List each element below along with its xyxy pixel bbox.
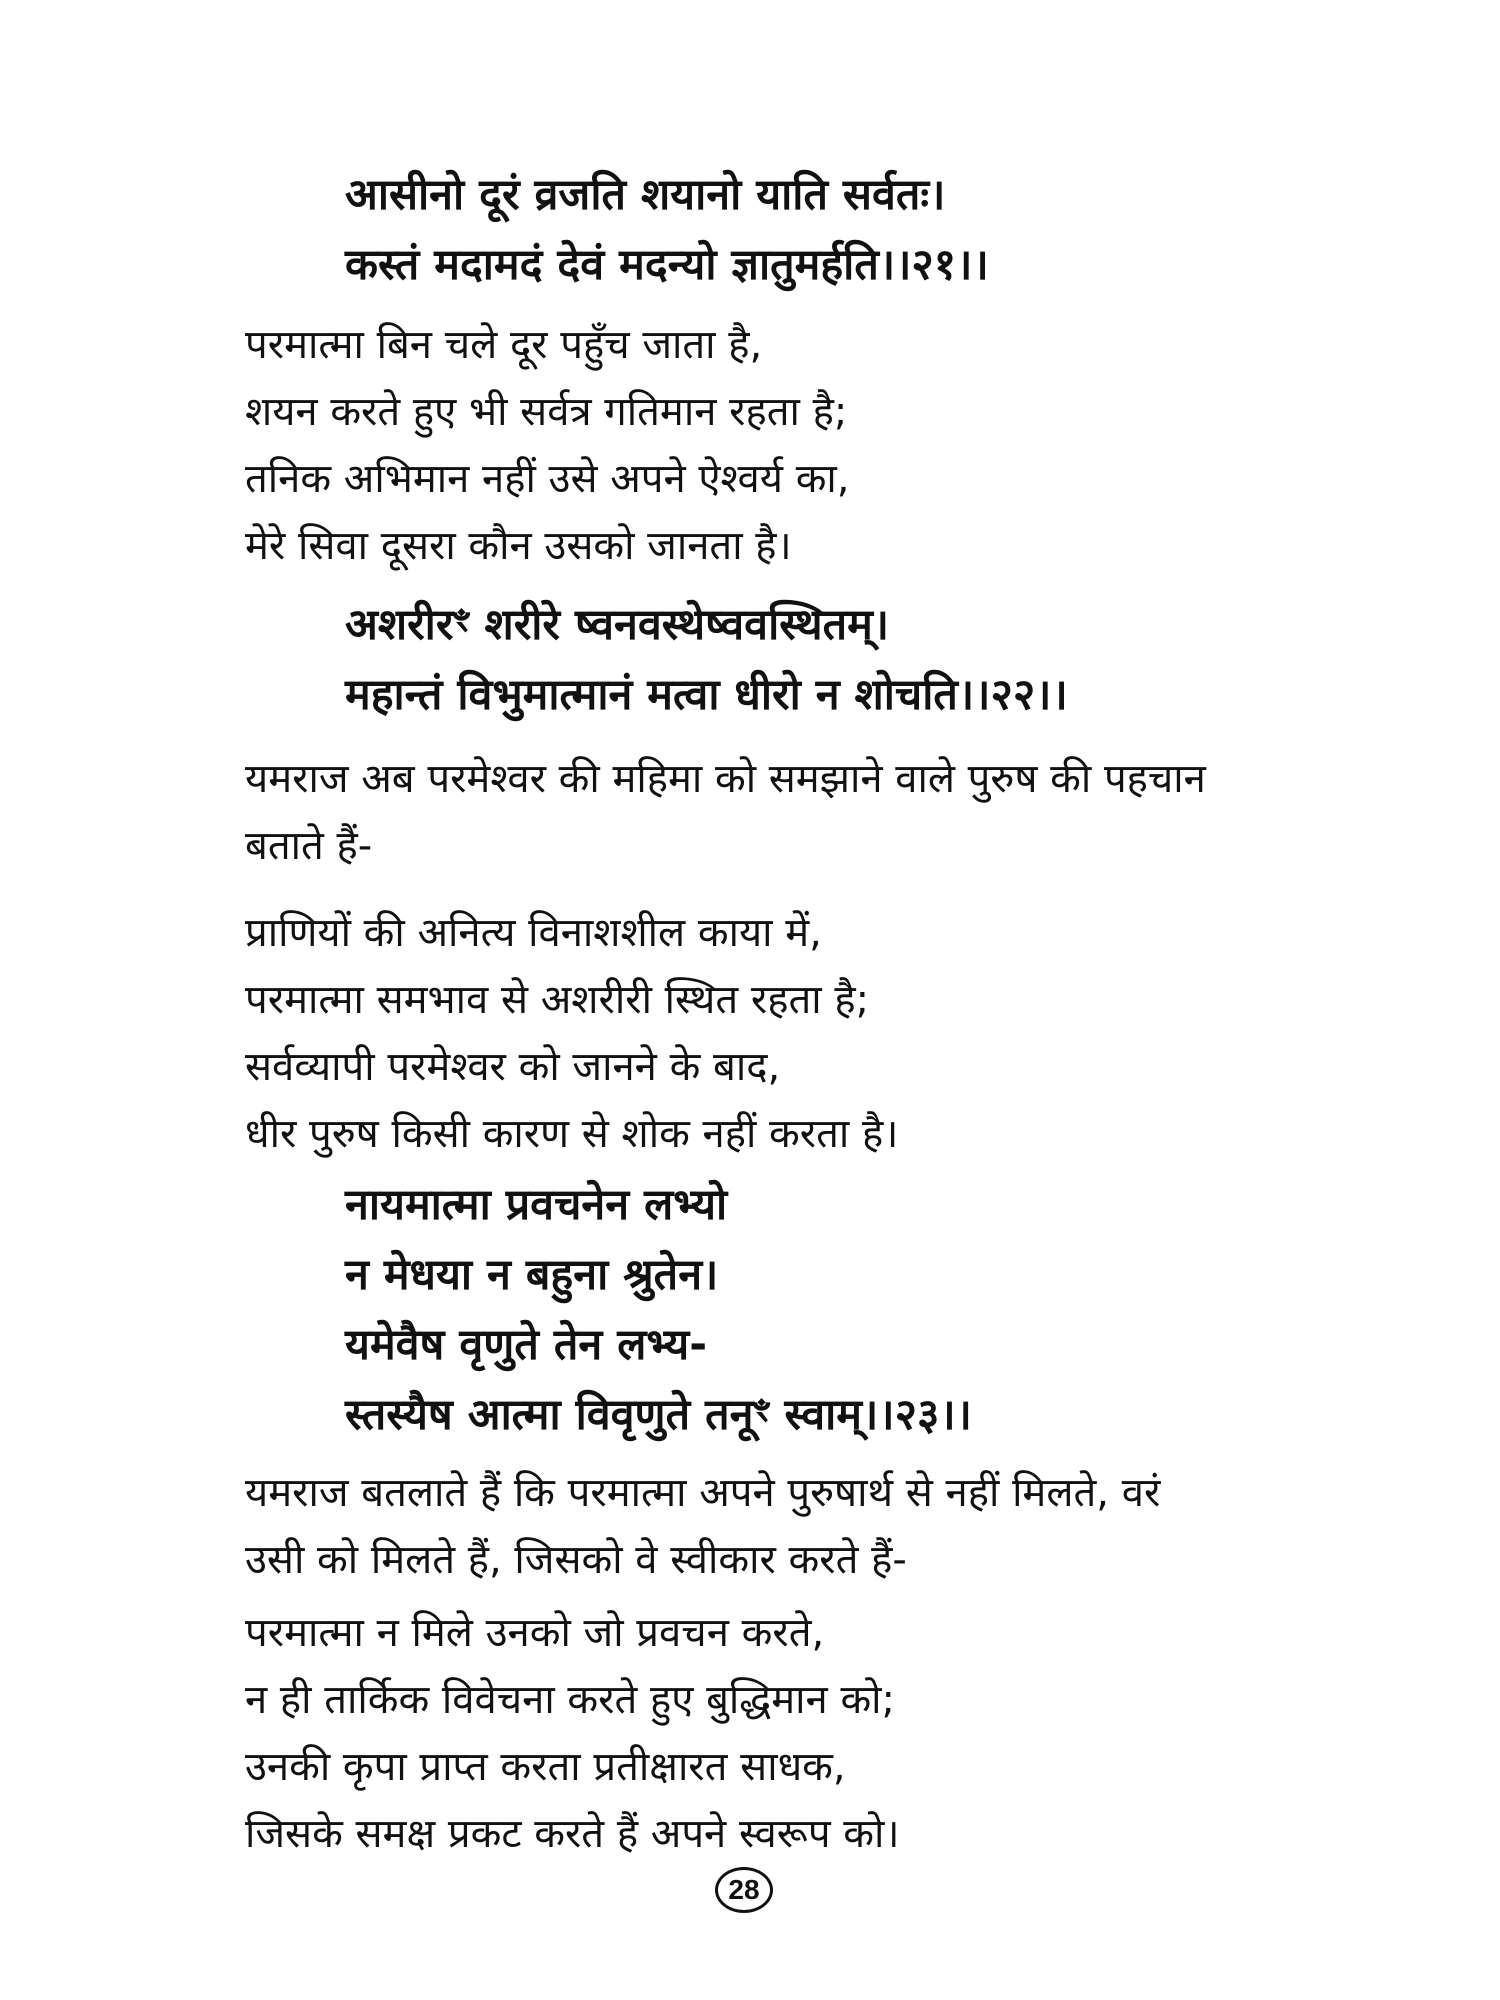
verse-23-line-2: न मेधया न बहुना श्रुतेन। <box>345 1250 719 1300</box>
poem-21-line-4: मेरे सिवा दूसरा कौन उसको जानता है। <box>245 523 792 569</box>
intro-22-line-2: बताते हैं- <box>245 823 373 869</box>
poem-22-line-3: सर्वव्यापी परमेश्वर को जानने के बाद, <box>245 1044 781 1090</box>
page-number: 28 <box>715 1867 773 1913</box>
poem-21-line-1: परमात्मा बिन चले दूर पहुँच जाता है, <box>245 322 763 368</box>
verse-23-line-3: यमेवैष वृणुते तेन लभ्य- <box>345 1320 708 1370</box>
poem-23-line-1: परमात्मा न मिले उनको जो प्रवचन करते, <box>245 1610 825 1656</box>
verse-21-line-2: कस्तं मदामदं देवं मदन्यो ज्ञातुमर्हति।।२१।। <box>345 240 989 290</box>
intro-22-line-1: यमराज अब परमेश्वर की महिमा को समझाने वाले पुरुष की पहचान <box>245 756 1206 802</box>
verse-21 <box>345 160 989 300</box>
poem-21-line-3: तनिक अभिमान नहीं उसे अपने ऐश्वर्य का, <box>245 456 850 502</box>
poem-22-line-4: धीर पुरुष किसी कारण से शोक नहीं करता है। <box>245 1111 899 1157</box>
poem-23-line-4: जिसके समक्ष प्रकट करते हैं अपने स्वरूप को। <box>245 1811 900 1857</box>
poem-22-line-2: परमात्मा समभाव से अशरीरी स्थित रहता है; <box>245 977 870 1023</box>
intro-22 <box>245 746 1206 880</box>
verse-23-line-4: स्तस्यैष आत्मा विवृणुते तनूꣳ स्वाम्।।२३।। <box>345 1390 972 1440</box>
verse-23-line-1: नायमात्मा प्रवचनेन लभ्यो <box>345 1180 728 1230</box>
poem-23-line-2: न ही तार्किक विवेचना करते हुए बुद्धिमान को; <box>245 1677 895 1723</box>
poem-21-line-2: शयन करते हुए भी सर्वत्र गतिमान रहता है; <box>245 389 848 435</box>
intro-23-line-1: यमराज बतलाते हैं कि परमात्मा अपने पुरुषार्थ से नहीं मिलते, वरं <box>245 1470 1161 1516</box>
poem-21 <box>245 312 849 580</box>
poem-23 <box>245 1600 900 1868</box>
poem-23-line-3: उनकी कृपा प्राप्त करता प्रतीक्षारत साधक, <box>245 1744 846 1790</box>
verse-21-line-1: आसीनो दूरं व्रजति शयानो याति सर्वतः। <box>345 170 946 220</box>
poem-22-line-1: प्राणियों की अनित्य विनाशशील काया में, <box>245 910 822 956</box>
verse-22 <box>345 590 1068 730</box>
intro-23-line-2: उसी को मिलते हैं, जिसको वे स्वीकार करते हैं- <box>245 1537 907 1583</box>
verse-22-line-1: अशरीरꣳ शरीरे ष्वनवस्थेष्ववस्थितम्। <box>345 600 890 650</box>
verse-23 <box>345 1170 972 1450</box>
verse-22-line-2: महान्तं विभुमात्मानं मत्वा धीरो न शोचति।।२२।। <box>345 670 1068 720</box>
intro-23 <box>245 1460 1160 1594</box>
poem-22 <box>245 900 898 1168</box>
